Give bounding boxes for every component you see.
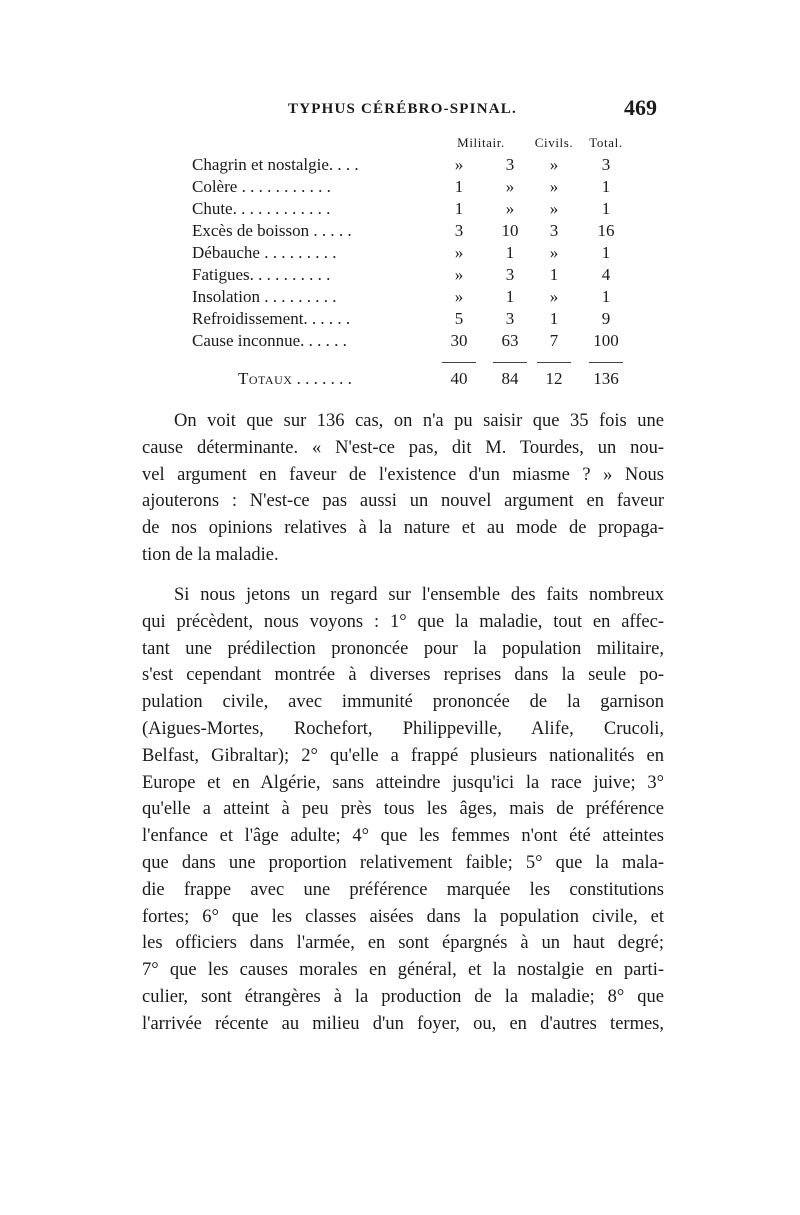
cell-civils-b: » [549,177,559,196]
cell-civils-a: » [505,177,515,196]
cell-militaires: 30 [450,331,468,350]
text-line: Belfast, Gibraltar); 2° qu'elle a frappé plusieurs nationalités en [142,745,664,766]
column-header-total: Total. [589,135,623,150]
table-body [192,154,636,352]
cell-civils-b: » [549,287,559,306]
cell-militaires: » [454,155,464,174]
running-title: TYPHUS CÉRÉBRO-SPINAL. [288,101,517,117]
total-rule [488,352,532,366]
text-line: l'enfance et l'âge adulte; 4° que les femmes n'ont été atteintes [142,826,664,847]
row-label: Colère . . . . . . . . . . . [192,177,331,196]
cell-civils-b: » [549,243,559,262]
text-line: tion de la maladie. [142,544,279,565]
cell-total: 9 [601,309,611,328]
table-row [192,242,636,264]
text-line: s'est cependant montrée à diverses reprises dans la seule po- [142,665,664,686]
cell-total: 100 [593,331,619,350]
total-civils-a: 84 [501,369,519,388]
table-row [192,330,636,352]
grand-total: 136 [593,369,619,388]
table-row [192,308,636,330]
total-rule [532,352,576,366]
cell-militaires: » [454,243,464,262]
text-line: les officiers dans l'armée, en sont épargnés à un haut degré; [142,933,664,954]
page-number: 469 [624,95,657,120]
row-label: Débauche . . . . . . . . . [192,243,337,262]
cell-total: 4 [601,265,611,284]
cell-civils-b: » [549,199,559,218]
cell-militaires: 1 [454,199,464,218]
table-row [192,154,636,176]
total-militaires: 40 [450,369,468,388]
cell-civils-b: 3 [549,221,559,240]
cell-militaires: 1 [454,177,464,196]
totals-row [192,366,636,390]
table-header-row [192,128,636,154]
text-line: Si nous jetons un regard sur l'ensemble des faits nombreux [174,585,664,605]
text-line: que dans une proportion relativement faible; 5° que la mala- [142,852,664,873]
table-separator-row [192,352,636,366]
cell-total: 1 [601,177,611,196]
text-line: qu'elle a atteint à peu près tous les âges, mais de préférence [142,799,664,820]
text-line: On voit que sur 136 cas, on n'a pu saisir que 35 fois une [174,411,664,431]
paragraph-summary [142,582,664,1038]
totals-leader-dots: . . . . . . . [292,369,352,388]
row-label: Cause inconnue. . . . . . [192,331,347,350]
text-line: vel argument en faveur de l'existence d'un miasme ? » Nous [142,464,664,485]
text-line: cause déterminante. « N'est-ce pas, dit M. Tourdes, un nou- [142,437,664,458]
text-line: tant une prédilection prononcée pour la population militaire, [142,638,664,659]
cell-militaires: 3 [454,221,464,240]
cell-total: 1 [601,199,611,218]
cell-civils-a: 1 [505,287,515,306]
table-row [192,264,636,286]
text-line: de nos opinions relatives à la nature et au mode de propaga- [142,518,664,539]
totals-label-cell [192,366,430,390]
totals-label: Totaux [238,369,293,388]
row-label: Refroidissement. . . . . . [192,309,351,328]
row-label: Fatigues. . . . . . . . . . [192,265,331,284]
cell-civils-b: » [549,155,559,174]
cell-total: 1 [601,243,611,262]
row-label: Chute. . . . . . . . . . . . [192,199,331,218]
paragraph-conclusion [142,408,664,569]
text-line: l'arrivée récente au milieu d'un foyer, ou, en d'autres termes, [142,1013,664,1034]
cell-militaires: 5 [454,309,464,328]
total-civils-b: 12 [545,369,563,388]
row-label: Excès de boisson . . . . . [192,221,352,240]
table-row [192,220,636,242]
text-line: fortes; 6° que les classes aisées dans la population civile, et [142,906,664,927]
cell-civils-b: 7 [549,331,559,350]
text-line: Europe et en Algérie, sans atteindre jusqu'ici la race juive; 3° [142,772,664,793]
cell-civils-a: 10 [501,221,519,240]
cell-total: 16 [597,221,615,240]
total-rule [430,352,488,366]
table-row [192,286,636,308]
table-row [192,198,636,220]
cell-total: 3 [601,155,611,174]
text-line: 7° que les causes morales en général, et la nostalgie en parti- [142,960,664,981]
cell-civils-a: 1 [505,243,515,262]
cell-militaires: » [454,265,464,284]
cell-militaires: » [454,287,464,306]
text-line: pulation civile, avec immunité prononcée de la garnison [142,692,664,713]
cell-civils-a: 3 [505,265,515,284]
row-label: Chagrin et nostalgie. . . . [192,155,359,174]
column-header-militaires: Militair. [457,135,505,150]
cell-civils-a: 3 [505,155,515,174]
causes-table [192,128,636,390]
cell-total: 1 [601,287,611,306]
text-line: ajouterons : N'est-ce pas aussi un nouvel argument en faveur [142,491,664,512]
cell-civils-a: 3 [505,309,515,328]
column-header-civils: Civils. [534,135,574,150]
cell-civils-b: 1 [549,309,559,328]
cell-civils-a: » [505,199,515,218]
text-line: die frappe avec une préférence marquée les constitutions [142,879,664,900]
table-row [192,176,636,198]
cell-civils-a: 63 [501,331,519,350]
total-rule [576,352,636,366]
text-line: (Aigues-Mortes, Rochefort, Philippeville, Alife, Crucoli, [142,718,664,739]
text-line: culier, sont étrangères à la production de la maladie; 8° que [142,986,664,1007]
text-line: qui précèdent, nous voyons : 1° que la maladie, tout en affec- [142,611,664,632]
cell-civils-b: 1 [549,265,559,284]
row-label: Insolation . . . . . . . . . [192,287,337,306]
